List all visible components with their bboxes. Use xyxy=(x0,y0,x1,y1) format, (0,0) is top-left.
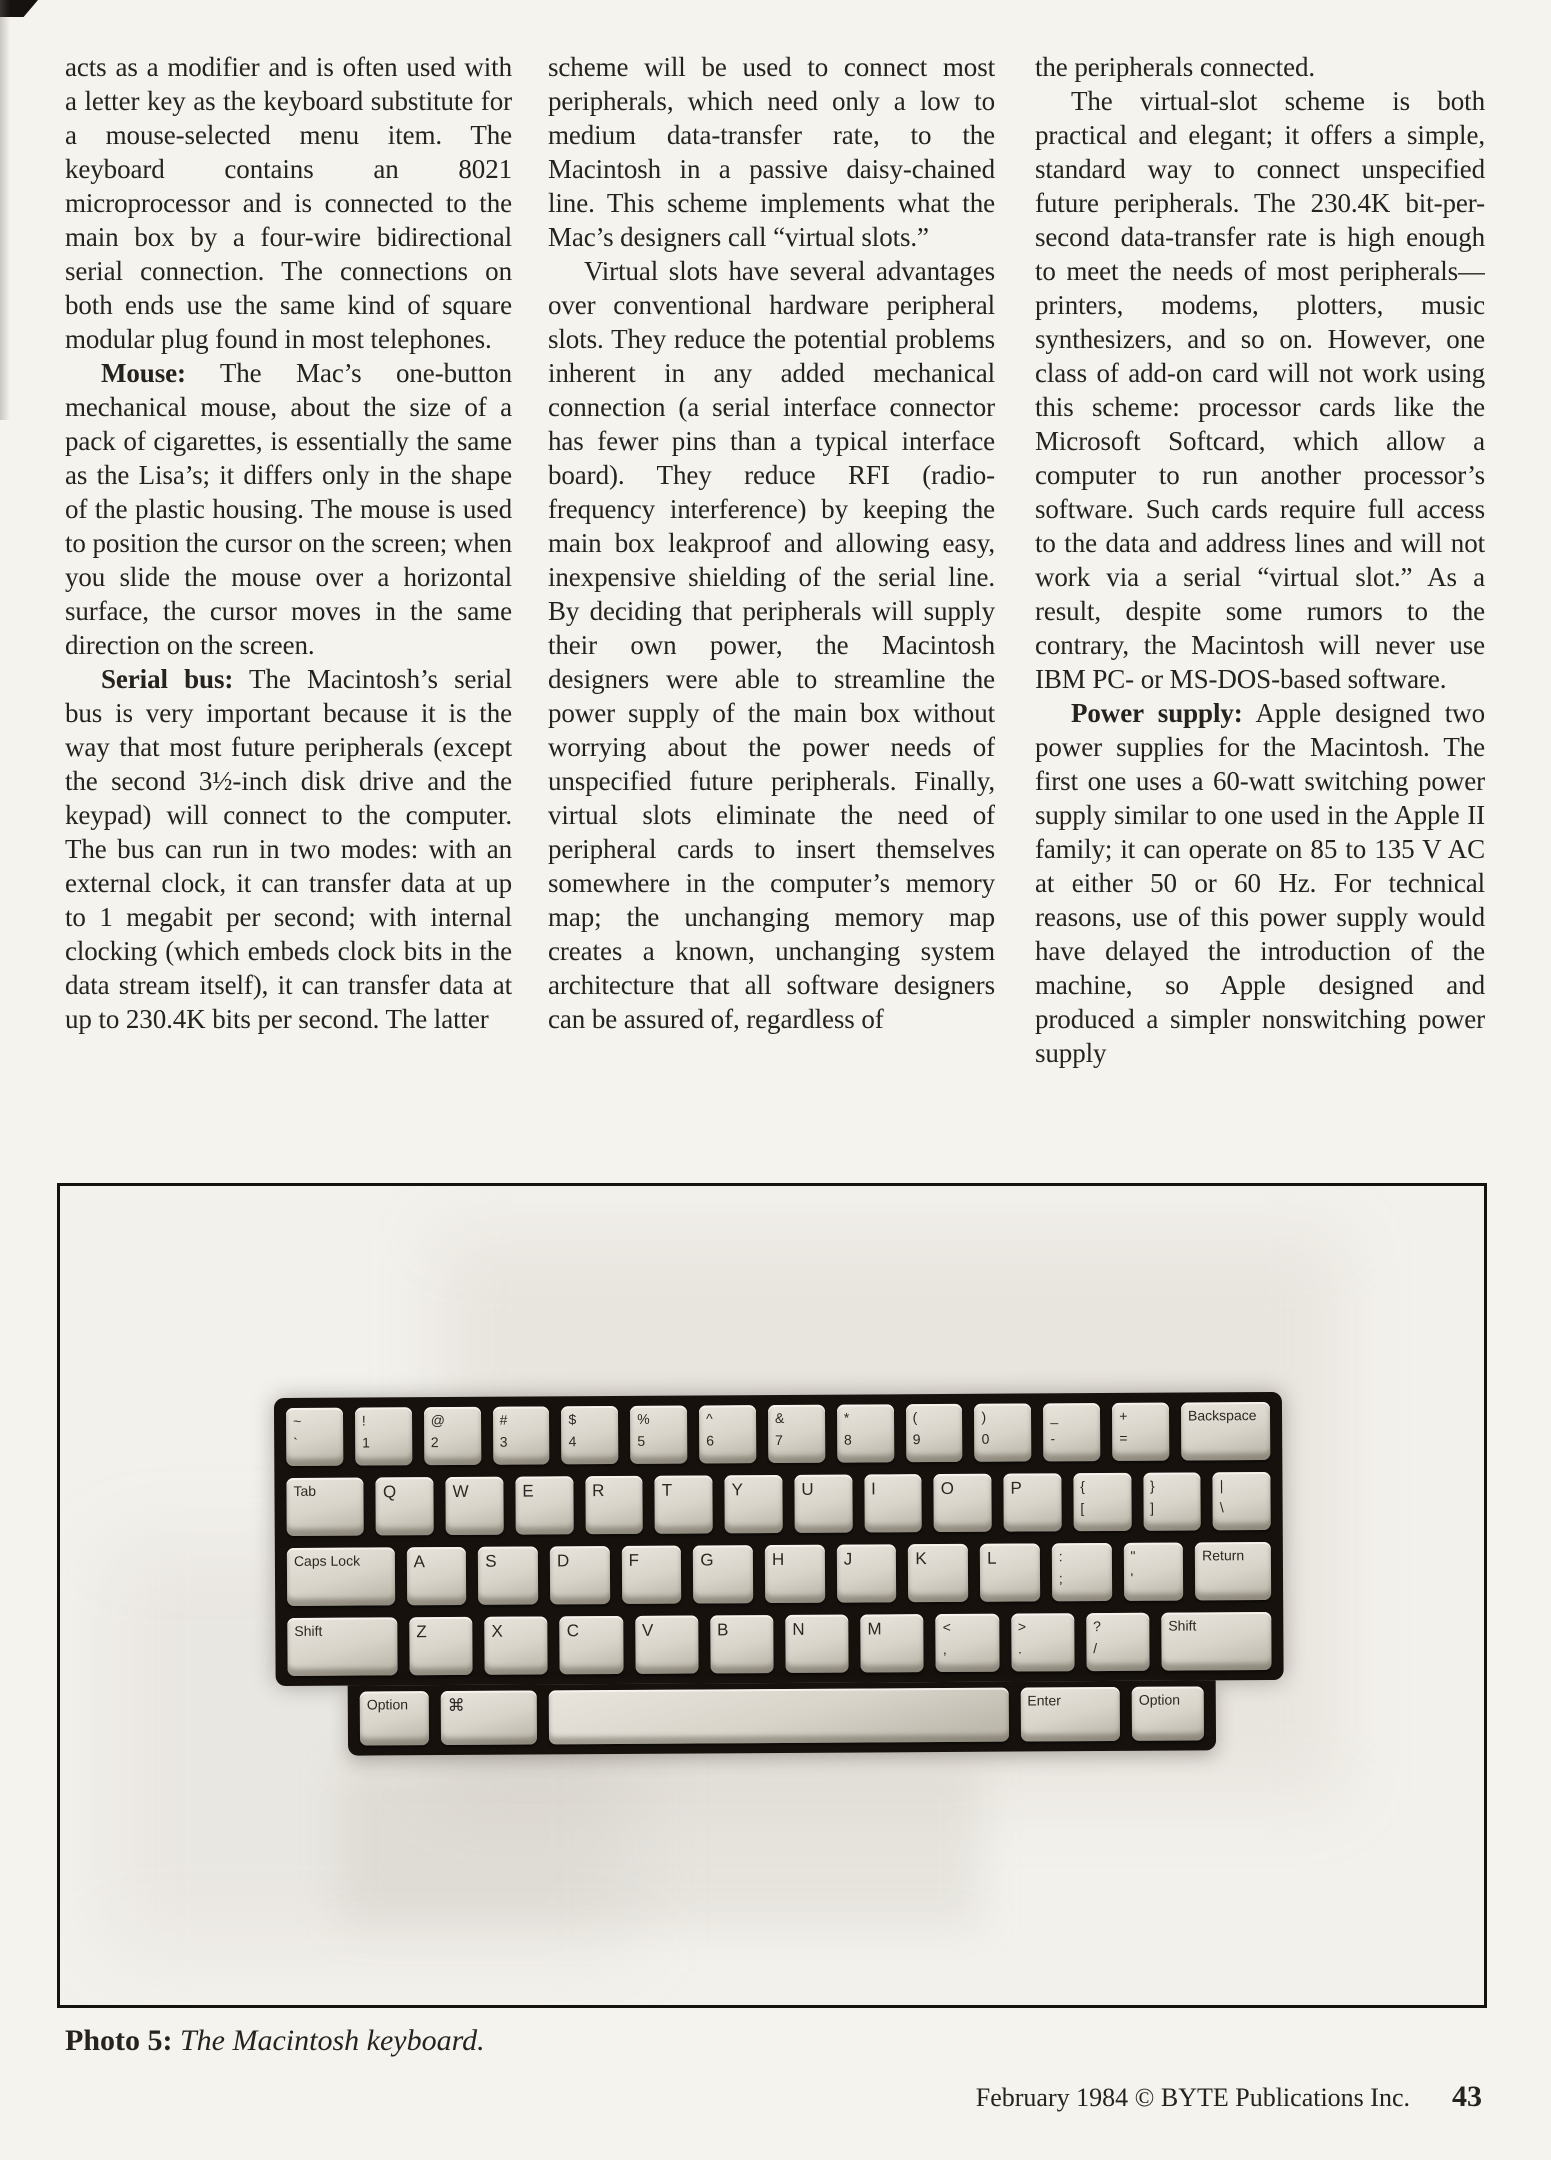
keyboard-key xyxy=(424,1407,481,1465)
keyboard-row xyxy=(287,1612,1271,1676)
keyboard-key xyxy=(287,1617,397,1676)
keyboard-key xyxy=(936,1614,1000,1672)
key-legend: N xyxy=(792,1619,805,1639)
key-legend-main: 6 xyxy=(706,1432,715,1449)
key-legend-main: \ xyxy=(1219,1499,1224,1516)
key-legend: G xyxy=(700,1550,714,1570)
keyboard-key xyxy=(376,1477,434,1535)
key-legend-main: 5 xyxy=(637,1432,646,1449)
key-legend: J xyxy=(843,1549,853,1569)
print-bleed-smudge xyxy=(340,1766,980,1926)
paragraph: Serial bus: The Macintosh’s serial bus is very important because it is the way that most future peripherals (except the second 3½-inch disk drive and the keypad) will connect to the computer. The bus can run in two modes: with an external clock, it can transfer data at up to 1 megabit per second; with internal clocking (which embeds clock bits in the data stream itself), it can transfer data at up to 230.4K bits per second. The latter xyxy=(65,664,512,1034)
key-legend: I xyxy=(870,1479,876,1499)
keyboard-key xyxy=(1003,1473,1061,1531)
keyboard-key xyxy=(484,1616,548,1674)
key-legend: X xyxy=(491,1621,503,1641)
key-legend-main: ` xyxy=(293,1434,298,1451)
keyboard-key xyxy=(561,1406,618,1464)
key-legend-main: ; xyxy=(1058,1570,1063,1587)
key-legend: Shift xyxy=(1168,1617,1197,1634)
photo-frame xyxy=(57,1183,1487,2008)
paragraph-lead: Power supply: xyxy=(1071,698,1243,728)
keyboard-key xyxy=(860,1614,924,1672)
key-legend: Return xyxy=(1202,1547,1245,1564)
key-legend: C xyxy=(566,1621,580,1641)
paragraph-lead: Serial bus: xyxy=(101,664,234,694)
footer-issue-text: February 1984 © BYTE Publications Inc. xyxy=(975,2083,1410,2112)
keyboard-key xyxy=(934,1474,992,1532)
paragraph-lead: Mouse: xyxy=(101,358,186,388)
paragraph: Virtual slots have several advantages over conventional hardware peripheral slots. They reduce the potential problems inherent in any added mechanical connection (a serial interface connector has fewer pins than a typical interface board). They reduce RFI (radio-frequency interference) by keeping the main box leakproof and allowing easy, inexpensive shielding of the serial line. By deciding that peripherals will supply their own power, the Macintosh designers were able to streamline the power supply of the main box without worrying about the power needs of unspecified future peripherals. Finally, virtual slots eliminate the need of peripheral cards to insert themselves somewhere in the computer’s memory map; the unchanging memory map creates a known, unchanging system architecture that all software designers can be assured of, regardless of xyxy=(548,256,995,1034)
key-legend: M xyxy=(867,1619,882,1639)
key-legend: ⌘ xyxy=(447,1695,465,1716)
keyboard-row xyxy=(286,1472,1270,1536)
keyboard-key xyxy=(630,1406,687,1464)
keyboard-key xyxy=(493,1406,550,1464)
key-legend: V xyxy=(641,1620,654,1640)
keyboard-key xyxy=(768,1405,825,1463)
key-legend-main: , xyxy=(942,1640,947,1658)
key-legend-main: - xyxy=(1050,1430,1056,1447)
keyboard-key xyxy=(785,1615,849,1673)
key-legend-shift: & xyxy=(774,1409,785,1427)
key-legend: Enter xyxy=(1027,1692,1061,1709)
keyboard-key xyxy=(1213,1472,1271,1530)
keyboard-key xyxy=(699,1405,756,1463)
key-legend-main: = xyxy=(1119,1429,1128,1446)
keyboard-key xyxy=(837,1404,894,1462)
key-legend-main: / xyxy=(1093,1640,1098,1657)
keyboard-key xyxy=(287,1547,395,1606)
key-legend-shift: ~ xyxy=(293,1412,302,1429)
keyboard-key xyxy=(355,1407,412,1465)
keyboard-key xyxy=(1161,1612,1271,1671)
keyboard-row xyxy=(360,1686,1204,1745)
keyboard-row xyxy=(287,1542,1271,1606)
key-legend: Option xyxy=(366,1696,409,1713)
keyboard-key xyxy=(980,1543,1040,1601)
key-legend-shift: _ xyxy=(1050,1408,1059,1425)
keyboard-key xyxy=(1132,1686,1204,1740)
key-legend-main: . xyxy=(1017,1640,1022,1657)
keyboard-key xyxy=(724,1475,782,1533)
keyboard-key xyxy=(585,1476,643,1534)
key-legend: Shift xyxy=(294,1622,323,1639)
keyboard-key xyxy=(1195,1542,1271,1600)
keyboard-bottom-row xyxy=(348,1680,1216,1755)
keyboard-key xyxy=(515,1476,573,1534)
key-legend-shift: | xyxy=(1219,1477,1224,1494)
keyboard-key xyxy=(441,1690,538,1745)
key-legend-main: ] xyxy=(1150,1499,1155,1516)
key-legend: T xyxy=(661,1480,673,1500)
key-legend: Y xyxy=(731,1480,743,1500)
keyboard-key xyxy=(286,1408,343,1466)
key-legend-shift: ! xyxy=(361,1412,366,1429)
keyboard-key xyxy=(409,1617,473,1675)
key-legend-main: 7 xyxy=(775,1431,783,1449)
key-legend-shift: @ xyxy=(430,1412,446,1429)
photo-caption xyxy=(65,2024,485,2058)
keyboard-key xyxy=(693,1545,753,1603)
key-legend-shift: $ xyxy=(568,1411,577,1428)
keyboard-key xyxy=(864,1474,922,1532)
keyboard-key xyxy=(1073,1473,1131,1531)
key-legend-main: 0 xyxy=(981,1430,990,1447)
keyboard-key xyxy=(407,1547,467,1605)
page-footer xyxy=(976,2080,1482,2114)
scan-artifact-edge xyxy=(0,0,10,420)
key-legend: D xyxy=(556,1551,570,1571)
keyboard-row xyxy=(286,1402,1270,1466)
key-legend: B xyxy=(717,1620,729,1640)
keyboard-key xyxy=(837,1544,897,1602)
paragraph: Mouse: The Mac’s one-button mechanical mouse, about the size of a pack of cigarettes, is essentially the same as the Lisa’s; it differs only in the shape of the plastic housing. The mouse is used to position the cursor on the screen; when you slide the mouse over a horizontal surface, the cursor moves in the same direction on the screen. xyxy=(65,358,512,660)
keyboard-key xyxy=(1086,1613,1150,1671)
key-legend-main: 9 xyxy=(912,1431,921,1448)
key-legend-shift: + xyxy=(1119,1407,1128,1424)
key-legend: Q xyxy=(382,1482,397,1502)
key-legend-main: 3 xyxy=(499,1433,508,1450)
keyboard-key xyxy=(974,1403,1031,1461)
keyboard-key xyxy=(906,1404,963,1462)
key-legend-shift: # xyxy=(499,1411,508,1428)
keyboard-upper-rows xyxy=(274,1392,1284,1686)
key-legend-main: 4 xyxy=(568,1433,577,1450)
key-legend-shift: } xyxy=(1149,1477,1155,1494)
keyboard-key xyxy=(635,1615,699,1673)
key-legend-main: 8 xyxy=(843,1431,852,1448)
keyboard-key xyxy=(478,1546,538,1604)
key-legend: Caps Lock xyxy=(293,1552,361,1569)
page-number: 43 xyxy=(1452,2080,1482,2113)
key-legend-shift: ? xyxy=(1093,1618,1101,1635)
keyboard-key xyxy=(1123,1543,1183,1601)
macintosh-keyboard-photo xyxy=(274,1392,1284,1756)
key-legend-shift: > xyxy=(1017,1618,1027,1635)
article-column-3 xyxy=(1035,50,1485,1142)
keyboard-key xyxy=(1020,1687,1120,1742)
paragraph: scheme will be used to connect most peripherals, which need only a low to medium data-transfer rate, to the Macintosh in a passive daisy-chained line. This scheme implements what the Mac’s designers call “virtual slots.” xyxy=(548,52,995,252)
keyboard-key xyxy=(1043,1403,1100,1461)
key-legend: K xyxy=(915,1549,927,1569)
paragraph: The virtual-slot scheme is both practical and elegant; it offers a simple, standard way to connect unspecified future peripherals. The 230.4K bit-per-second data-transfer rate is high enough to meet the needs of most peripherals—printers, modems, plotters, music synthesizers, and so on. However, one class of add-on card will not work using this scheme: processor cards like the Microsoft Softcard, which allow a computer to run another processor’s software. Such cards require full access to the data and address lines and will not work via a serial “virtual slot.” As a result, despite some rumors to the contrary, the Macintosh will never use IBM PC- or MS-DOS-based software. xyxy=(1035,86,1485,694)
key-legend: U xyxy=(801,1479,814,1499)
keyboard-key xyxy=(1011,1613,1075,1671)
keyboard-key xyxy=(1112,1403,1169,1461)
paragraph: acts as a modifier and is often used with a letter key as the keyboard substitute for a mouse-selected menu item. The keyboard contains an 8021 microprocessor and is connected to the main box by a four-wire bidirectional serial connection. The connections on both ends use the same kind of square modular plug found in most telephones. xyxy=(65,52,512,354)
key-legend: L xyxy=(987,1548,997,1568)
keyboard-key xyxy=(710,1615,774,1673)
key-legend: H xyxy=(771,1549,785,1570)
key-legend: O xyxy=(940,1478,955,1499)
key-legend: W xyxy=(452,1481,469,1501)
keyboard-key xyxy=(655,1475,713,1533)
photo-caption-text: The Macintosh keyboard. xyxy=(172,2024,485,2057)
key-legend-main: [ xyxy=(1080,1500,1085,1517)
key-legend-shift: < xyxy=(942,1618,951,1636)
keyboard-key xyxy=(360,1691,429,1745)
keyboard-key xyxy=(550,1546,610,1604)
keyboard-key xyxy=(908,1544,968,1602)
paragraph: Power supply: Apple designed two power supplies for the Macintosh. The first one uses a 60-watt switching power supply similar to one used in the Apple II family; it can operate on 85 to 135 V AC at either 50 or 60 Hz. For technical reasons, use of this power supply would have delayed the introduction of the machine, so Apple designed and produced a simpler nonswitching power supply xyxy=(1035,698,1485,1068)
paragraph: the peripherals connected. xyxy=(1035,52,1316,82)
keyboard-key xyxy=(1181,1402,1270,1461)
key-legend-shift: " xyxy=(1130,1547,1136,1564)
key-legend-main: 2 xyxy=(430,1434,439,1451)
key-legend: Backspace xyxy=(1187,1407,1257,1424)
keyboard-key xyxy=(560,1616,624,1674)
key-legend: A xyxy=(413,1552,425,1572)
keyboard-key xyxy=(1143,1472,1201,1530)
key-legend: R xyxy=(592,1481,605,1501)
photo-caption-label: Photo 5: xyxy=(65,2024,173,2057)
article-column-2 xyxy=(548,50,995,1142)
key-legend: Option xyxy=(1138,1691,1181,1708)
key-legend-main: 1 xyxy=(361,1434,370,1451)
key-legend: S xyxy=(485,1551,497,1571)
key-legend: P xyxy=(1010,1478,1022,1498)
key-legend: Z xyxy=(416,1622,427,1642)
key-legend-shift: % xyxy=(637,1410,650,1427)
key-legend-shift: : xyxy=(1058,1548,1063,1565)
key-legend: F xyxy=(628,1550,640,1570)
key-legend-shift: ) xyxy=(981,1408,987,1425)
keyboard-key xyxy=(286,1478,364,1536)
key-legend-shift: * xyxy=(843,1409,850,1426)
key-legend: Tab xyxy=(293,1482,317,1499)
keyboard-key xyxy=(765,1545,825,1603)
article-column-1 xyxy=(65,50,512,1142)
keyboard-key xyxy=(1052,1543,1112,1601)
key-legend-shift: ^ xyxy=(706,1410,713,1427)
key-legend-shift: { xyxy=(1080,1478,1085,1495)
key-legend-shift: ( xyxy=(912,1409,918,1426)
key-legend-main: ' xyxy=(1130,1569,1134,1586)
key-space xyxy=(549,1688,1009,1745)
keyboard-key xyxy=(622,1546,682,1604)
keyboard-key xyxy=(794,1475,852,1533)
keyboard-key xyxy=(446,1477,504,1535)
key-legend: E xyxy=(522,1481,534,1501)
